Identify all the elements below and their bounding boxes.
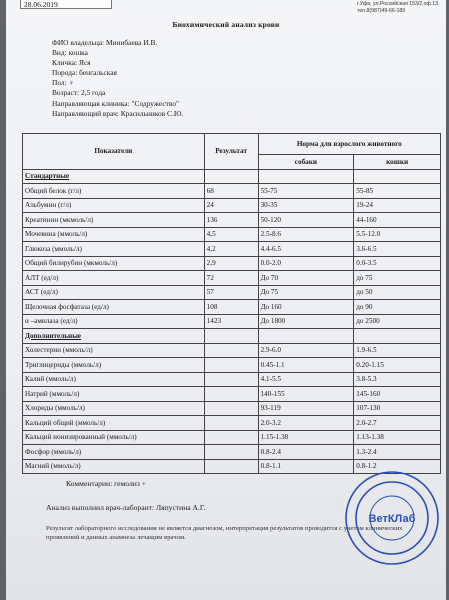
section-title: Стандартные <box>23 169 205 184</box>
table-row <box>23 256 441 271</box>
info-value: кошка <box>68 48 88 58</box>
cell-result <box>204 358 258 373</box>
cell-dogs: До 75 <box>258 285 354 300</box>
analyst-line: Анализ выполнил врач-лаборант: Ляпустина А.Г. <box>46 503 206 512</box>
cell-result: 57 <box>204 285 258 300</box>
info-label: Порода: <box>52 68 78 78</box>
cell-cats: 2.0-2.7 <box>354 416 441 431</box>
cell-name: Магний (ммоль/л) <box>23 459 205 474</box>
cell-result: 108 <box>204 300 258 315</box>
info-row-species <box>52 48 183 58</box>
info-value: 2,5 года <box>80 88 106 98</box>
info-label: Вид: <box>52 48 67 58</box>
cell-dogs: 140-155 <box>258 387 354 402</box>
cell-name: Натрий (ммоль/л) <box>23 387 205 402</box>
cell-dogs: 0.8-1.1 <box>258 459 354 474</box>
cell-cats: 3.6-6.5 <box>354 242 441 257</box>
cell-name: Кальций общий (ммоль/л) <box>23 416 205 431</box>
table-body <box>23 169 441 474</box>
cell-cats: до 75 <box>354 271 441 286</box>
info-row-sex <box>52 78 183 88</box>
cell-name: Креатинин (мкмоль/л) <box>23 213 205 228</box>
cell-result: 24 <box>204 198 258 213</box>
cell-name: Кальций ионизированный (ммоль/л) <box>23 430 205 445</box>
cell-result: 4,5 <box>204 227 258 242</box>
cell-result <box>204 459 258 474</box>
section-row <box>23 169 441 184</box>
empty-cell <box>204 329 258 344</box>
cell-name: Общий билирубин (мкмоль/л) <box>23 256 205 271</box>
results-table <box>22 133 441 474</box>
info-value: Красильников С.Ю. <box>120 108 184 118</box>
table-row <box>23 372 441 387</box>
cell-name: АЛТ (ед/л) <box>23 271 205 286</box>
report-date: 28.06.2019 <box>24 0 58 9</box>
table-row <box>23 198 441 213</box>
cell-dogs: До 70 <box>258 271 354 286</box>
cell-cats: 1.13-1.38 <box>354 430 441 445</box>
empty-cell <box>354 169 441 184</box>
info-label: ФИО владельца: <box>52 38 105 47</box>
cell-cats: 3.8-5.3 <box>354 372 441 387</box>
table-row <box>23 314 441 329</box>
lab-stamp <box>342 468 442 568</box>
cell-name: Мочевина (ммоль/л) <box>23 227 205 242</box>
cell-dogs: 0.8-2.4 <box>258 445 354 460</box>
cell-result <box>204 445 258 460</box>
clinic-address <box>357 1 438 14</box>
info-value: Минибаева И.В. <box>105 38 158 47</box>
table-row <box>23 300 441 315</box>
table-row <box>23 430 441 445</box>
address-line: г.Уфа, ул.Российская 153/2,оф.13 <box>357 1 438 7</box>
cell-name: Холестерин (ммоль/л) <box>23 343 205 358</box>
cell-dogs: 2.0-3.2 <box>258 416 354 431</box>
cell-dogs: 30-35 <box>258 198 354 213</box>
info-row-doctor <box>52 109 183 119</box>
table-row <box>23 445 441 460</box>
cell-cats: 5.5-12.0 <box>354 227 441 242</box>
cell-name: Общий белок (г/л) <box>23 184 205 199</box>
table-row <box>23 213 441 228</box>
cell-dogs: 0.45-1.1 <box>258 358 354 373</box>
header-dogs: собаки <box>258 155 354 170</box>
stamp-text: ВетКЛаб <box>368 513 416 525</box>
cell-dogs: 2.5-8.6 <box>258 227 354 242</box>
cell-cats: 107-130 <box>354 401 441 416</box>
cell-cats: 44-160 <box>354 213 441 228</box>
cell-result: 1423 <box>204 314 258 329</box>
document-title: Биохимический анализ крови <box>172 20 280 29</box>
cell-cats: до 90 <box>354 300 441 315</box>
table-row <box>23 343 441 358</box>
header-result: Результат <box>204 134 258 170</box>
empty-cell <box>258 329 354 344</box>
table-header-row <box>23 134 441 155</box>
info-label: Кличка: <box>52 58 78 68</box>
phone-line: тел.8(987)49-66-189 <box>357 7 406 14</box>
patient-info <box>52 38 183 119</box>
info-value: "Содружество" <box>131 98 180 108</box>
table-row <box>23 227 441 242</box>
info-value: Яся <box>78 58 91 68</box>
cell-dogs: 4.1-5.5 <box>258 372 354 387</box>
cell-cats: 0.8-1.2 <box>354 459 441 474</box>
header-param: Показатели <box>23 134 205 170</box>
empty-cell <box>258 169 354 184</box>
table-row <box>23 358 441 373</box>
section-row <box>23 329 441 344</box>
cell-cats: 0.20-1.15 <box>354 358 441 373</box>
info-row-breed <box>52 68 183 78</box>
info-value: бенгальская <box>79 68 117 78</box>
cell-result <box>204 416 258 431</box>
empty-cell <box>354 329 441 344</box>
cell-result <box>204 387 258 402</box>
cell-cats: 19-24 <box>354 198 441 213</box>
cell-result <box>204 343 258 358</box>
female-sign-icon: ♀ <box>68 78 75 88</box>
date-box <box>20 0 112 9</box>
info-row-owner <box>52 38 183 48</box>
cell-dogs: 50-120 <box>258 213 354 228</box>
cell-name: АСТ (ед/л) <box>23 285 205 300</box>
cell-dogs: 1.15-1.38 <box>258 430 354 445</box>
info-label: Пол: <box>52 78 67 88</box>
header-norm: Норма для взрослого животного <box>258 134 440 155</box>
info-row-age <box>52 88 183 98</box>
info-row-clinic <box>52 99 183 109</box>
empty-cell <box>204 169 258 184</box>
cell-cats: 0.0-3.5 <box>354 256 441 271</box>
cell-dogs: 4.4-6.5 <box>258 242 354 257</box>
table-row <box>23 285 441 300</box>
cell-name: Триглицериды (ммоль/л) <box>23 358 205 373</box>
disclaimer: Результат лабораторного исследования не является диагнозом, интерпретация результатов проводится с учетом клинических проявлений и данных анамнеза лечащим врачом. <box>46 525 403 541</box>
cell-result <box>204 401 258 416</box>
cell-name: Глюкоза (ммоль/л) <box>23 242 205 257</box>
table-row <box>23 184 441 199</box>
cell-result: 4,2 <box>204 242 258 257</box>
cell-cats: до 50 <box>354 285 441 300</box>
cell-result: 72 <box>204 271 258 286</box>
cell-cats: 55-85 <box>354 184 441 199</box>
cell-cats: 1.3-2.4 <box>354 445 441 460</box>
cell-name: Хлориды (ммоль/л) <box>23 401 205 416</box>
cell-cats: 1.9-6.5 <box>354 343 441 358</box>
cell-result <box>204 372 258 387</box>
table-row <box>23 242 441 257</box>
info-label: Направляющая клиника: <box>52 98 130 108</box>
section-title: Дополнительные <box>23 329 205 344</box>
cell-cats: до 2500 <box>354 314 441 329</box>
cell-cats: 145-160 <box>354 387 441 402</box>
cell-name: Щелочная фосфатаза (ед/л) <box>23 300 205 315</box>
header-cats: кошки <box>354 155 441 170</box>
table-row <box>23 387 441 402</box>
table-row <box>23 416 441 431</box>
info-row-name <box>52 58 183 68</box>
comment: Комментарии: гемолиз + <box>66 479 147 488</box>
info-label: Возраст: <box>52 88 80 98</box>
cell-result: 136 <box>204 213 258 228</box>
cell-dogs: 2.9-6.0 <box>258 343 354 358</box>
table-row <box>23 271 441 286</box>
cell-name: Альбумин (г/л) <box>23 198 205 213</box>
cell-name: α –амилаза (ед/л) <box>23 314 205 329</box>
document-page <box>6 0 446 600</box>
table-row <box>23 401 441 416</box>
cell-dogs: 0.0-2.0 <box>258 256 354 271</box>
cell-name: Калий (ммоль/л) <box>23 372 205 387</box>
info-label: Направляющий врач: <box>52 108 119 118</box>
cell-dogs: 55-75 <box>258 184 354 199</box>
cell-name: Фосфор (ммоль/л) <box>23 445 205 460</box>
cell-dogs: 93-119 <box>258 401 354 416</box>
cell-result: 2,9 <box>204 256 258 271</box>
cell-dogs: До 160 <box>258 300 354 315</box>
cell-result <box>204 430 258 445</box>
cell-dogs: До 1800 <box>258 314 354 329</box>
cell-result: 68 <box>204 184 258 199</box>
